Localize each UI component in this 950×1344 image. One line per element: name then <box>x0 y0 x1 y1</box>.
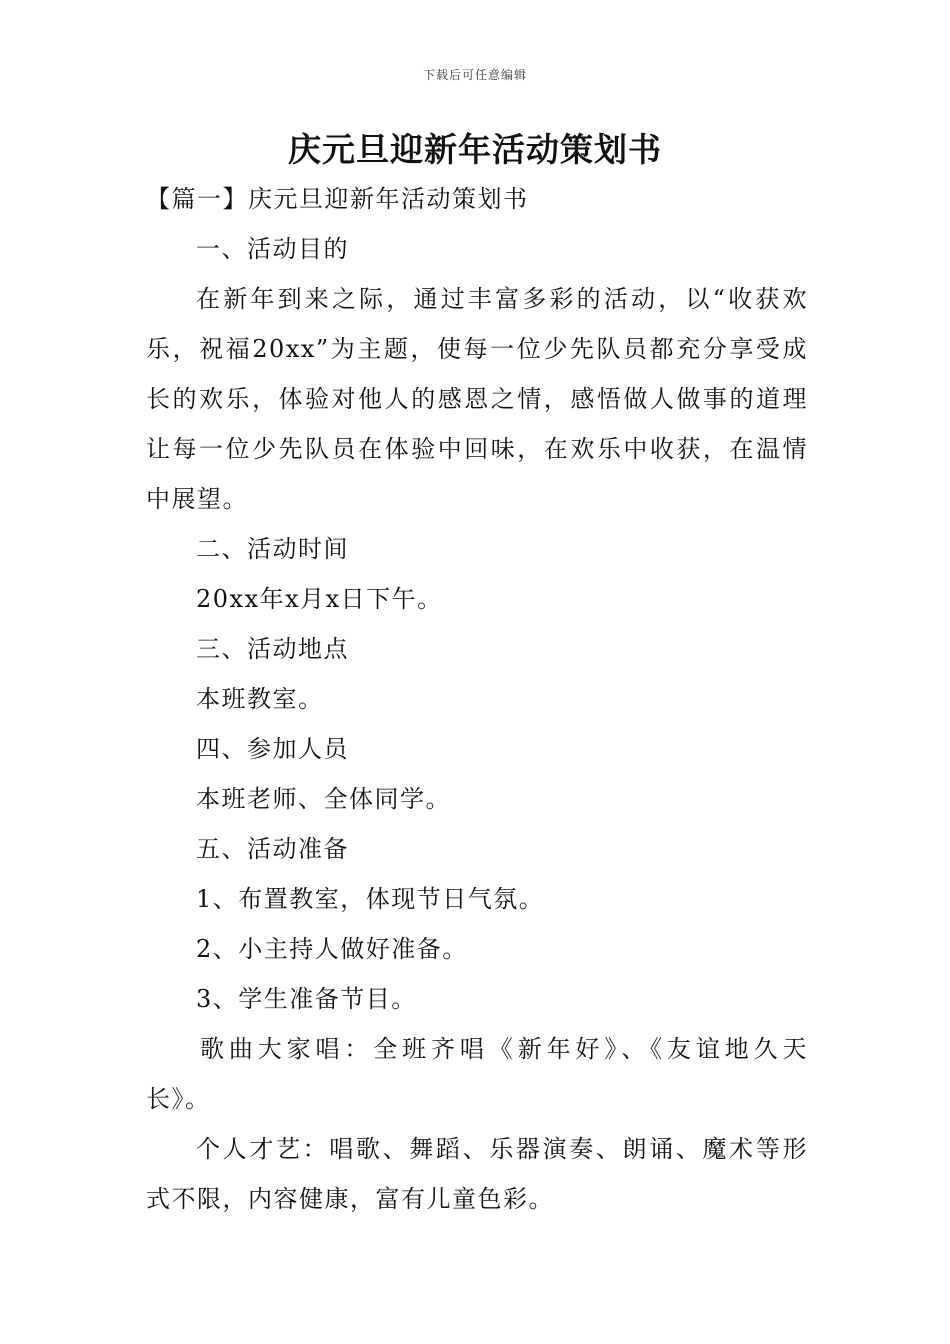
paragraph-line: 歌曲大家唱：全班齐唱《新年好》、《友谊地久天 <box>200 1035 808 1063</box>
paragraph-line: 在新年到来之际，通过丰富多彩的活动，以“收获欢 <box>196 285 808 313</box>
paragraph-line: 中展望。 <box>146 485 248 513</box>
paragraph-line: 20xx年x月x日下午。 <box>196 585 443 613</box>
paragraph-line: 长的欢乐，体验对他人的感恩之情，感悟做人做事的道理 <box>146 385 808 413</box>
section-heading: 二、活动时间 <box>196 535 349 563</box>
paragraph-line: 乐，祝福20xx”为主题，使每一位少先队员都充分享受成 <box>146 335 808 363</box>
section-heading: 五、活动准备 <box>196 835 349 863</box>
list-item: 2、小主持人做好准备。 <box>196 935 468 963</box>
section-heading: 三、活动地点 <box>196 635 349 663</box>
section-heading: 【篇一】庆元旦迎新年活动策划书 <box>146 185 529 213</box>
document-title: 庆元旦迎新年活动策划书 <box>288 130 662 169</box>
header-note: 下载后可任意编辑 <box>422 68 527 82</box>
list-item: 3、学生准备节目。 <box>196 985 417 1013</box>
paragraph-line: 本班教室。 <box>196 685 324 713</box>
document-body <box>146 174 808 1224</box>
paragraph-line: 让每一位少先队员在体验中回味，在欢乐中收获，在温情 <box>146 435 808 463</box>
paragraph-line: 式不限，内容健康，富有儿童色彩。 <box>146 1185 554 1213</box>
paragraph-line: 长》。 <box>146 1085 211 1113</box>
section-heading: 四、参加人员 <box>196 735 349 763</box>
list-item: 1、布置教室，体现节日气氛。 <box>196 885 545 913</box>
paragraph-line: 个人才艺：唱歌、舞蹈、乐器演奏、朗诵、魔术等形 <box>196 1135 808 1163</box>
section-heading: 一、活动目的 <box>196 235 349 263</box>
paragraph-line: 本班老师、全体同学。 <box>196 785 451 813</box>
